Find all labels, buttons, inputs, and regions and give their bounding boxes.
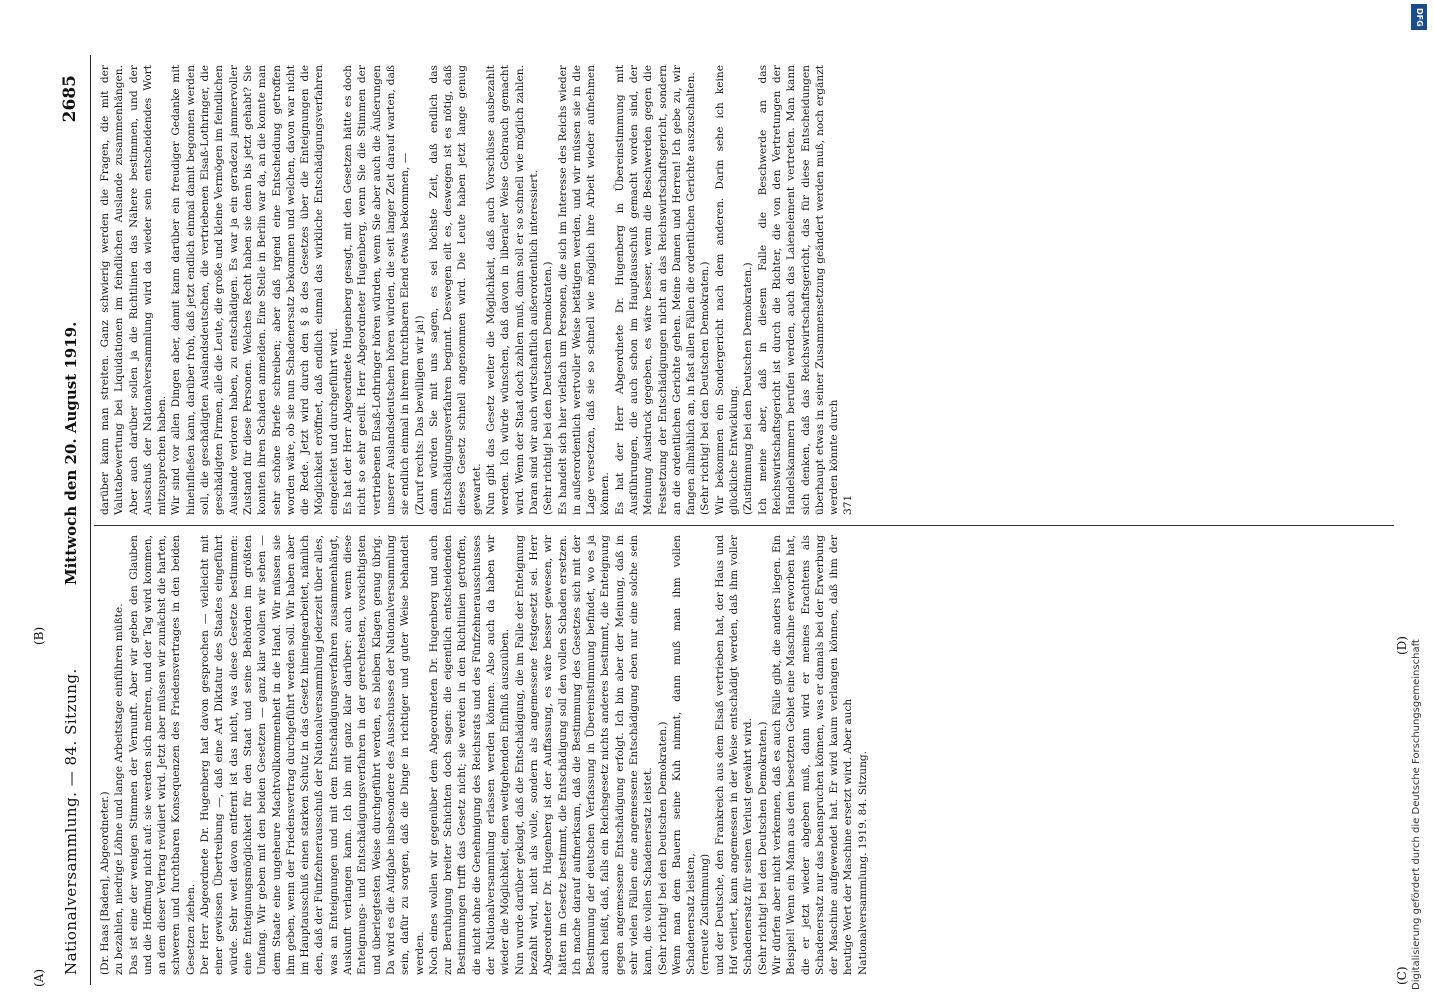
- digitization-note: Digitalisierung gefördert durch die Deutsche Forschungsgemeinschaft: [1411, 639, 1422, 990]
- header-date: Mittwoch den 20. August 1919.: [62, 321, 80, 585]
- dfg-logo: DFG: [1411, 4, 1427, 30]
- margin-mark-a: (A): [32, 968, 46, 987]
- margin-mark-c: (C): [1395, 966, 1409, 985]
- left-column-text: (Dr. Haas [Baden], Abgeordneter.) zu bezahlen, niedrige Löhne und lange Arbeitstage einführen müßte. Das ist eine der wenigen Stimmen der Vernunft. Aber wir geben den Glauben und die Hoffnung nicht auf: sie werden sich mehren, und der Tag wird kommen, an dem dieser Vertrag revidiert wird. Jetzt aber müssen wir zunächst die harten, schweren und furchtbaren Konsequenzen des Friedensvertrages in den beiden Gesetzen ziehen. Der Herr Abgeordnete Dr. Hugenberg hat davon gesprochen — vielleicht mit einer gewissen Übertreibung —, daß eine Art Diktatur des Staates eingeführt würde. Sehr weit davon entfernt ist das nicht, was diese Gesetze bestimmen: eine Enteignungsmöglichkeit für den Staat und seine Behörden im größten Umfang. Wir geben mit den beiden Gesetzen — ganz klar wollen wir sehen — dem Staate eine ungeheure Machtvollkommenheit in die Hand. Wir müssen sie ihm geben, wenn der Friedensvertrag durchgeführt werden soll. Wir haben aber im Hauptausschuß einen starken Schutz in das Gesetz hineingearbeitet, nämlich den, daß der Fünfzehnerausschuß der Nationalversammlung jederzeit über alles, was an Enteignungen und mit dem Entschädigungsverfahren zusammenhängt, Auskunft verlangen kann. Ich bin mit ganz klar darüber: auch wenn diese Enteignungs- und Entschädigungsverfahren in der gerechtesten, vorsichtigsten und überlegtesten Weise durchgeführt werden, es bleiben Klagen genug übrig. Da wird es die Aufgabe insbesondere des Ausschusses der Nationalversammlung sein, dafür zu sorgen, daß die Dinge in richtiger und guter Weise behandelt werden. Noch eines wollen wir gegenüber dem Abgeordneten Dr. Hugenberg und auch zur Beruhigung breiter Schichten doch sagen: die eigentlich entscheidenden Bestimmungen trifft das Gesetz nicht; sie werden in den Richtlinien getroffen, die nicht ohne die Genehmigung des Reichsrats und des Fünfzehnerausschusses der Nationalversammlung erlassen werden können. Also auch da haben wir wieder die Möglichkeit, einen weitgehenden Einfluß auszuüben. Nun wurde darüber geklagt, daß die Entschädigung, die im Falle der Enteignung bezahlt wird, nicht als volle, sondern als angemessene festgesetzt sei. Herr Abgeordneter Dr. Hugenberg ist der Auffassung, es wäre besser gewesen, wir hätten im Gesetz bestimmt, die Entschädigung soll den vollen Schaden ersetzen. Ich mache darauf aufmerksam, daß die Bestimmung des Gesetzes sich mit der Bestimmung der deutschen Verfassung in Übereinstimmung befindet, wo es ja auch heißt, daß, falls ein Reichsgesetz nichts anderes bestimmt, die Enteignung gegen angemessene Entschädigung erfolgt. Ich bin aber der Meinung, daß in sehr vielen Fällen eine angemessene Entschädigung eben nur eine solche sein kann, die vollen Schadenersatz leistet. (Sehr richtig! bei den Deutschen Demokraten.) Wenn man dem Bauern seine Kuh nimmt, dann muß man ihm vollen Schadenersatz leisten, (erneute Zustimmung) und der Deutsche, den Frankreich aus dem Elsaß vertrieben hat, der Haus und Hof verliert, kann angemessen in der Weise entschädigt werden, daß ihm voller Schadenersatz für seinen Verlust gewährt wird. (Sehr richtig! bei den Deutschen Demokraten.) Wir dürfen aber nicht verkennen, daß es auch Fälle gibt, die anders liegen. Ein Beispiel! Wenn ein Mann aus dem besetzten Gebiet eine Maschine erworben hat, die er jetzt wieder abgeben muß, dann wird er meines Erachtens als Schadenersatz nur das beanspruchen können, was er damals bei der Erwerbung der Maschine aufgewendet hat. Er wird kaum verlangen können, daß ihm der heutige Wert der Maschine ersetzt wird. Aber auch Nationalversammlung. 1919. 84. Sitzung.: [99, 535, 869, 975]
- margin-mark-d: (D): [1395, 636, 1409, 655]
- margin-mark-b: (B): [32, 626, 46, 645]
- right-column-text: darüber kann man streiten. Ganz schwierig werden die Fragen, die mit der Valutabewertung bei Liquidationen im feindlichen Auslande zusammenhängen. Aber auch darüber sollen ja die Richtlinien das Nähere bestimmen, und der Ausschuß der Nationalversammlung wird da wieder sein entscheidendes Wort mitzusprechen haben. Wir sind vor allen Dingen aber, damit kann darüber ein freudiger Gedanke mit hineinfließen kann, darüber froh, daß jetzt endlich einmal damit begonnen werden soll, die geschädigten Auslandsdeutschen, die vertriebenen Elsaß-Lothringer, die geschädigten Firmen, alle die Leute, die große und kleine Vermögen im feindlichen Auslande verloren haben, zu entschädigen. Es war ja ein geradezu jammervoller Zustand für diese Personen. Welches Recht haben sie denn bis jetzt gehabt? Sie konnten ihren Schaden anmelden. Eine Stelle in Berlin war da, an die konnte man sehr schöne Briefe schreiben; aber daß irgend eine Entscheidung getroffen worden wäre, ob sie nun Schadenersatz bekommen und welchen, davon war nicht die Rede. Jetzt wird durch den § 8 des Gesetzes über die Enteignungen die Möglichkeit eröffnet, daß endlich einmal das wirkliche Entschädigungsverfahren eingeleitet und durchgeführt wird. Es hat der Herr Abgeordnete Hugenberg gesagt, mit den Gesetzen hätte es doch nicht so sehr geeilt. Herr Abgeordneter Hugenberg, wenn Sie die Stimmen der vertriebenen Elsaß-Lothringer hören würden, wenn Sie aber auch die Äußerungen unserer Auslandsdeutschen hören würden, die seit langer Zeit darauf warten, daß sie endlich einmal in ihrem furchtbaren Elend etwas bekommen, — (Zuruf rechts: Das bewilligen wir ja!) dann würden Sie mit uns sagen, es sei höchste Zeit, daß endlich das Entschädigungsverfahren beginnt. Deswegen eilt es, deswegen ist es nötig, daß dieses Gesetz schnell angenommen wird. Die Leute haben jetzt lange genug gewartet. Nun gibt das Gesetz weiter die Möglichkeit, daß auch Vorschüsse ausbezahlt werden. Ich würde wünschen, daß davon in liberaler Weise Gebrauch gemacht wird. Wenn der Staat doch zahlen muß, dann soll er so schnell wie möglich zahlen. Daran sind wir auch wirtschaftlich außerordentlich interessiert. (Sehr richtig! bei den Deutschen Demokraten.) Es handelt sich hier vielfach um Personen, die sich im Interesse des Reichs wieder in außerordentlich wertvoller Weise betätigen werden, und wir müssen sie in die Lage versetzen, daß sie so schnell wie möglich ihre Arbeit wieder aufnehmen können. Es hat der Herr Abgeordnete Dr. Hugenberg in Übereinstimmung mit Ausführungen, die auch schon im Hauptausschuß gemacht worden sind, der Meinung Ausdruck gegeben, es wäre besser, wenn die Beschwerden gegen die Festsetzung der Entschädigungen nicht an das Reichswirtschaftsgericht, sondern an die ordentlichen Gerichte gehen. Meine Damen und Herren! Ich gebe zu, wir fangen allmählich an, in fast allen Fällen die ordentlichen Gerichte auszuschalten. (Sehr richtig! bei den Deutschen Demokraten.) Wir bekommen ein Sondergericht nach dem anderen. Darin sehe ich keine glückliche Entwicklung. (Zustimmung bei den Deutschen Demokraten.) Ich meine aber, daß in diesem Falle die Beschwerde an das Reichswirtschaftsgericht ist durch die Richter, die von den Vertretungen der Handelskammern berufen werden, auch das Laienelement vertreten. Man kann sich denken, daß das Reichswirtschaftsgericht, das für diese Entscheidungen überhaupt etwas in seiner Zusammensetzung geändert werden muß, noch ergänzt werden könnte durch 371: [99, 65, 855, 515]
- header-left: Nationalversammlung. — 84. Sitzung.: [62, 668, 80, 975]
- page-header: [50, 55, 91, 985]
- column-divider: [94, 525, 1394, 526]
- rotated-page: [32, 55, 1410, 987]
- page-number: 2685: [60, 75, 80, 123]
